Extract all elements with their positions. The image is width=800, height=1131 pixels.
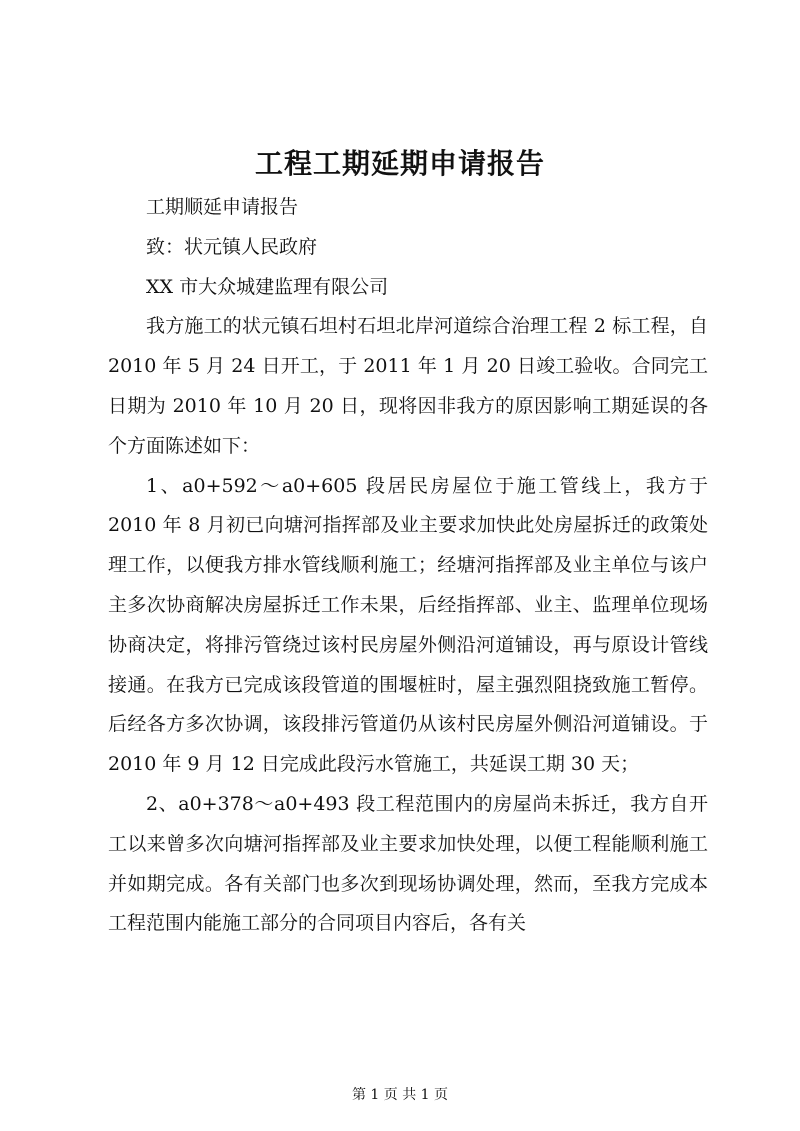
- document-subtitle: 工期顺延申请报告: [146, 196, 299, 218]
- paragraph-item-1: 1、a0+592～a0+605 段居民房屋位于施工管线上，我方于 2010 年 8 月初已向塘河指挥部及业主要求加快此处房屋拆迁的政策处理工作，以便我方排水管线顺利施工；经塘河指挥部及业主单位与该户主多次协商解决房屋拆迁工作未果，后经指挥部、业主、监理单位现场协商决定，将排污管绕过该村民房屋外侧沿河道铺设，再与原设计管线接通。在我方已完成该段管道的围堰桩时，屋主强烈阻挠致施工暂停。后经各方多次协调，该段排污管道仍从该村民房屋外侧沿河道铺设。于 2010 年 9 月 12 日完成此段污水管施工，共延误工期 30 天；: [108, 474, 708, 776]
- paragraph-item-2: 2、a0+378～a0+493 段工程范围内的房屋尚未拆迁，我方自开工以来曾多次向塘河指挥部及业主要求加快处理，以便工程能顺利施工并如期完成。各有关部门也多次到现场协调处理，然而，至我方完成本工程范围内能施工部分的合同项目内容后，各有关: [108, 792, 708, 935]
- sender-line: XX 市大众城建监理有限公司: [146, 275, 389, 298]
- recipient-line: 致：状元镇人民政府: [146, 235, 318, 258]
- document-body: [108, 188, 708, 944]
- paragraph-intro: 我方施工的状元镇石坦村石坦北岸河道综合治理工程 2 标工程，自 2010 年 5 月 24 日开工，于 2011 年 1 月 20 日竣工验收。合同完工日期为 2010 年 10 月 20 日，现将因非我方的原因影响工期延误的各个方面陈述如下：: [108, 315, 708, 457]
- page-footer: 第 1 页 共 1 页: [351, 1087, 449, 1103]
- document-title: 工程工期延期申请报告: [254, 147, 545, 180]
